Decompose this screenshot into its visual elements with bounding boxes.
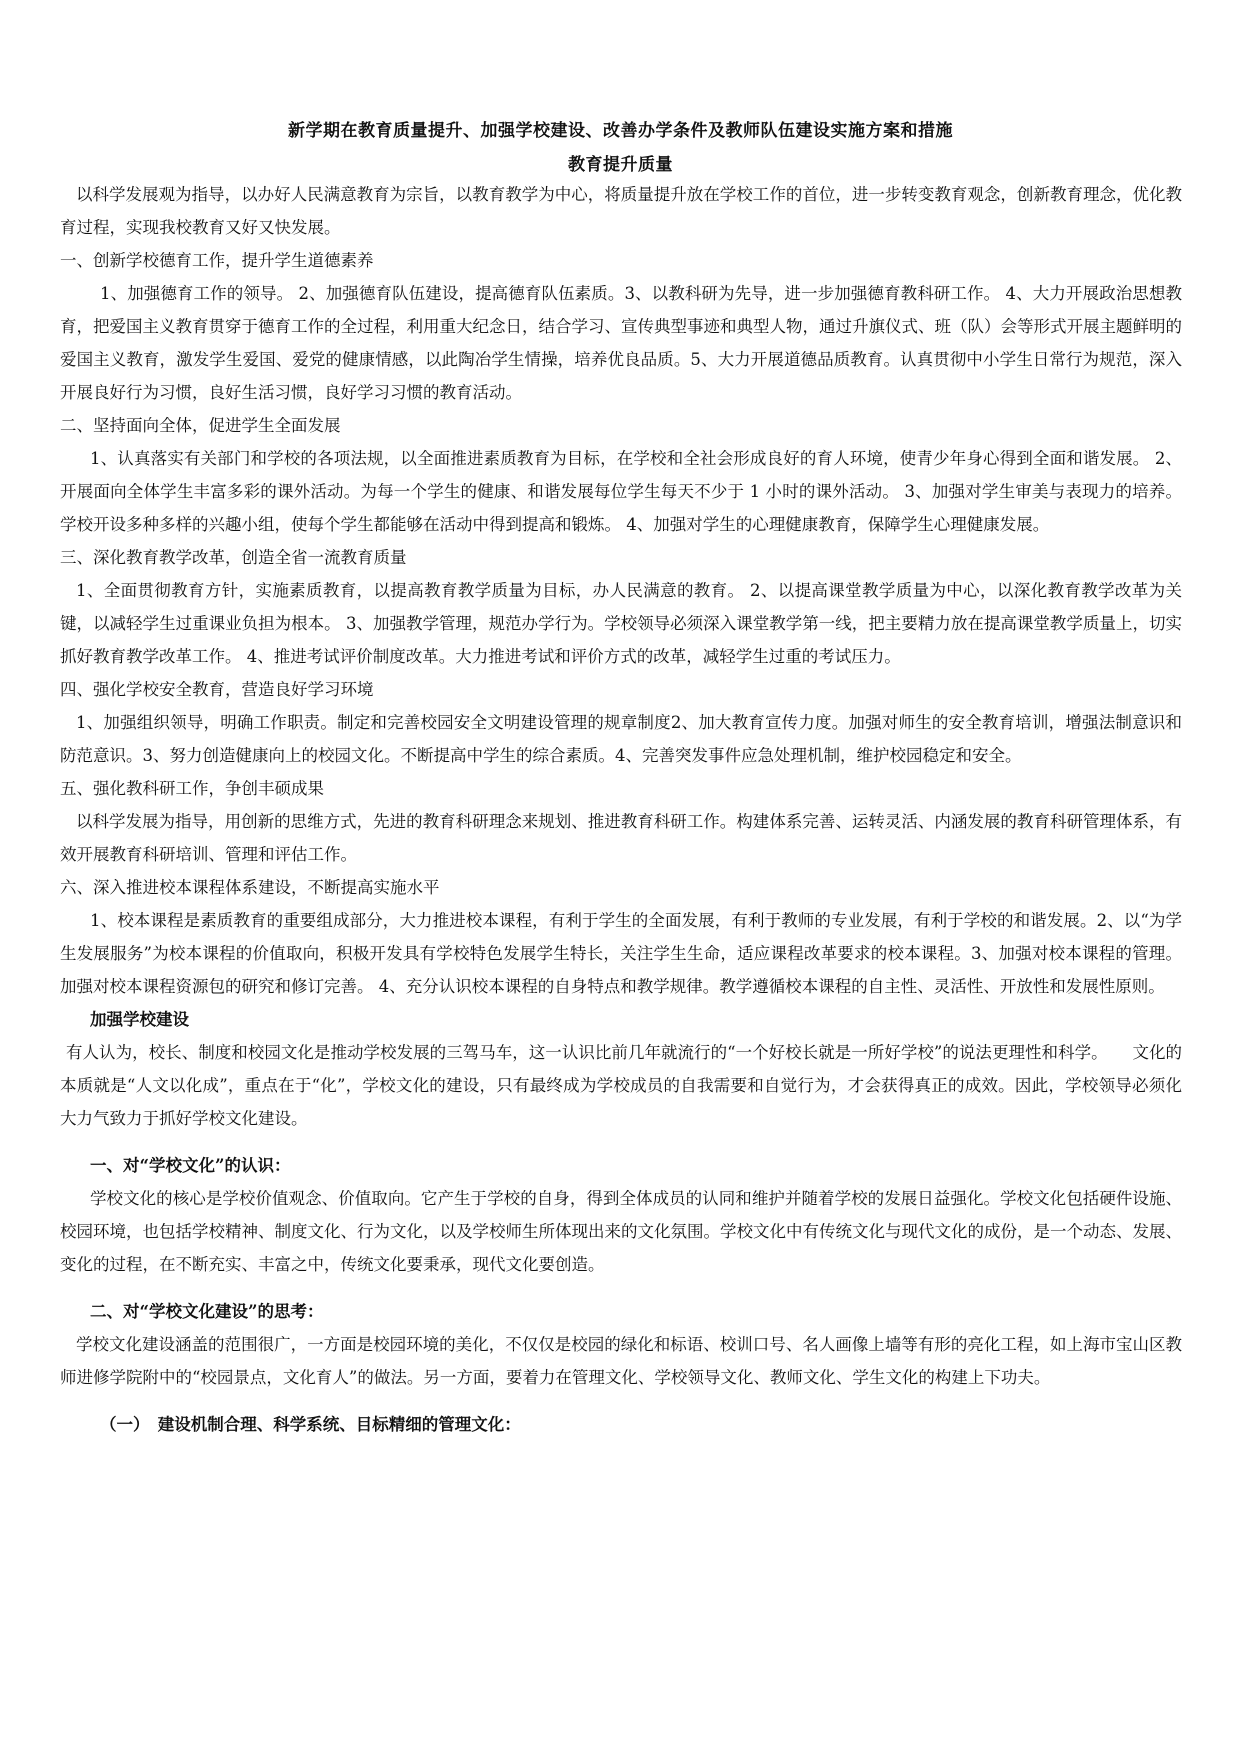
section-6-heading: 六、深入推进校本课程体系建设，不断提高实施水平 xyxy=(60,878,440,897)
culture-building-heading: 二、对“学校文化建设”的思考： xyxy=(90,1302,324,1321)
section-1-heading: 一、创新学校德育工作，提升学生道德素养 xyxy=(60,251,374,270)
document-title: 新学期在教育质量提升、加强学校建设、改善办学条件及教师队伍建设实施方案和措施 xyxy=(288,121,953,141)
section-1-body: 1、加强德育工作的领导。 2、加强德育队伍建设，提高德育队伍素质。3、以教科研为先导，进一步加强德育教科研工作。 4、大力开展政治思想教育，把爱国主义教育贯穿于德育工作的全过程，利用重大纪念日，结合学习、宣传典型事迹和典型人物，通过升旗仪式、班（队）会等形式开展主题鲜明的爱国主义教育，激发学生爱国、爱党的健康情感，以此陶冶学生情操，培养优良品质。5、大力开展道德品质教育。认真贯彻中小学生日常行为规范，深入开展良好行为习惯，良好生活习惯，良好学习习惯的教育活动。 xyxy=(60,284,1182,402)
school-building-heading: 加强学校建设 xyxy=(90,1010,189,1029)
management-culture-heading: （一） 建设机制合理、科学系统、目标精细的管理文化： xyxy=(100,1415,521,1434)
section-2-heading: 二、坚持面向全体，促进学生全面发展 xyxy=(60,416,341,435)
section-6-body: 1、校本课程是素质教育的重要组成部分，大力推进校本课程，有利于学生的全面发展，有利于教师的专业发展，有利于学校的和谐发展。2、以“为学生发展服务”为校本课程的价值取向，积极开发具有学校特色发展学生特长，关注学生生命，适应课程改革要求的校本课程。3、加强对校本课程的管理。加强对校本课程资源包的研究和修订完善。 4、充分认识校本课程的自身特点和教学规律。教学遵循校本课程的自主性、灵活性、开放性和发展性原则。 xyxy=(60,911,1182,996)
section-4-heading: 四、强化学校安全教育，营造良好学习环境 xyxy=(60,680,374,699)
document-body xyxy=(60,178,1182,1441)
culture-building-body: 学校文化建设涵盖的范围很广，一方面是校园环境的美化，不仅仅是校园的绿化和标语、校训口号、名人画像上墙等有形的亮化工程，如上海市宝山区教师进修学院附中的“校园景点，文化育人”的做法。另一方面，要着力在管理文化、学校领导文化、教师文化、学生文化的构建上下功夫。 xyxy=(60,1335,1182,1387)
section-3-heading: 三、深化教育教学改革，创造全省一流教育质量 xyxy=(60,548,407,567)
section-5-heading: 五、强化教科研工作，争创丰硕成果 xyxy=(60,779,324,798)
section-5-body: 以科学发展为指导，用创新的思维方式，先进的教育科研理念来规划、推进教育科研工作。构建体系完善、运转灵活、内涵发展的教育科研管理体系，有效开展教育科研培训、管理和评估工作。 xyxy=(60,812,1182,864)
document-subtitle: 教育提升质量 xyxy=(568,155,673,175)
culture-understanding-heading: 一、对“学校文化”的认识： xyxy=(90,1156,291,1175)
intro-paragraph: 以科学发展观为指导，以办好人民满意教育为宗旨，以教育教学为中心，将质量提升放在学校工作的首位，进一步转变教育观念，创新教育理念，优化教育过程，实现我校教育又好又快发展。 xyxy=(60,185,1182,237)
culture-understanding-body: 学校文化的核心是学校价值观念、价值取向。它产生于学校的自身，得到全体成员的认同和维护并随着学校的发展日益强化。学校文化包括硬件设施、校园环境，也包括学校精神、制度文化、行为文化，以及学校师生所体现出来的文化氛围。学校文化中有传统文化与现代文化的成份，是一个动态、发展、变化的过程，在不断充实、丰富之中，传统文化要秉承，现代文化要创造。 xyxy=(60,1189,1182,1274)
section-3-body: 1、全面贯彻教育方针，实施素质教育，以提高教育教学质量为目标，办人民满意的教育。 2、以提高课堂教学质量为中心，以深化教育教学改革为关键，以减轻学生过重课业负担为根本。 3、加强教学管理，规范办学行为。学校领导必须深入课堂教学第一线，把主要精力放在提高课堂教学质量上，切实抓好教育教学改革工作。 4、推进考试评价制度改革。大力推进考试和评价方式的改革，减轻学生过重的考试压力。 xyxy=(60,581,1182,666)
section-4-body: 1、加强组织领导，明确工作职责。制定和完善校园安全文明建设管理的规章制度2、加大教育宣传力度。加强对师生的安全教育培训，增强法制意识和防范意识。3、努力创造健康向上的校园文化。不断提高中学生的综合素质。4、完善突发事件应急处理机制，维护校园稳定和安全。 xyxy=(60,713,1182,765)
school-building-body: 有人认为，校长、制度和校园文化是推动学校发展的三驾马车，这一认识比前几年就流行的“一个好校长就是一所好学校”的说法更理性和科学。 文化的本质就是“人文以化成”，重点在于“化”，学校文化的建设，只有最终成为学校成员的自我需要和自觉行为，才会获得真正的成效。因此，学校领导必须化大力气致力于抓好学校文化建设。 xyxy=(60,1043,1182,1128)
section-2-body: 1、认真落实有关部门和学校的各项法规，以全面推进素质教育为目标，在学校和全社会形成良好的育人环境，使青少年身心得到全面和谐发展。 2、开展面向全体学生丰富多彩的课外活动。为每一个学生的健康、和谐发展每位学生每天不少于 1 小时的课外活动。 3、加强对学生审美与表现力的培养。学校开设多种多样的兴趣小组，使每个学生都能够在活动中得到提高和锻炼。 4、加强对学生的心理健康教育，保障学生心理健康发展。 xyxy=(60,449,1182,534)
